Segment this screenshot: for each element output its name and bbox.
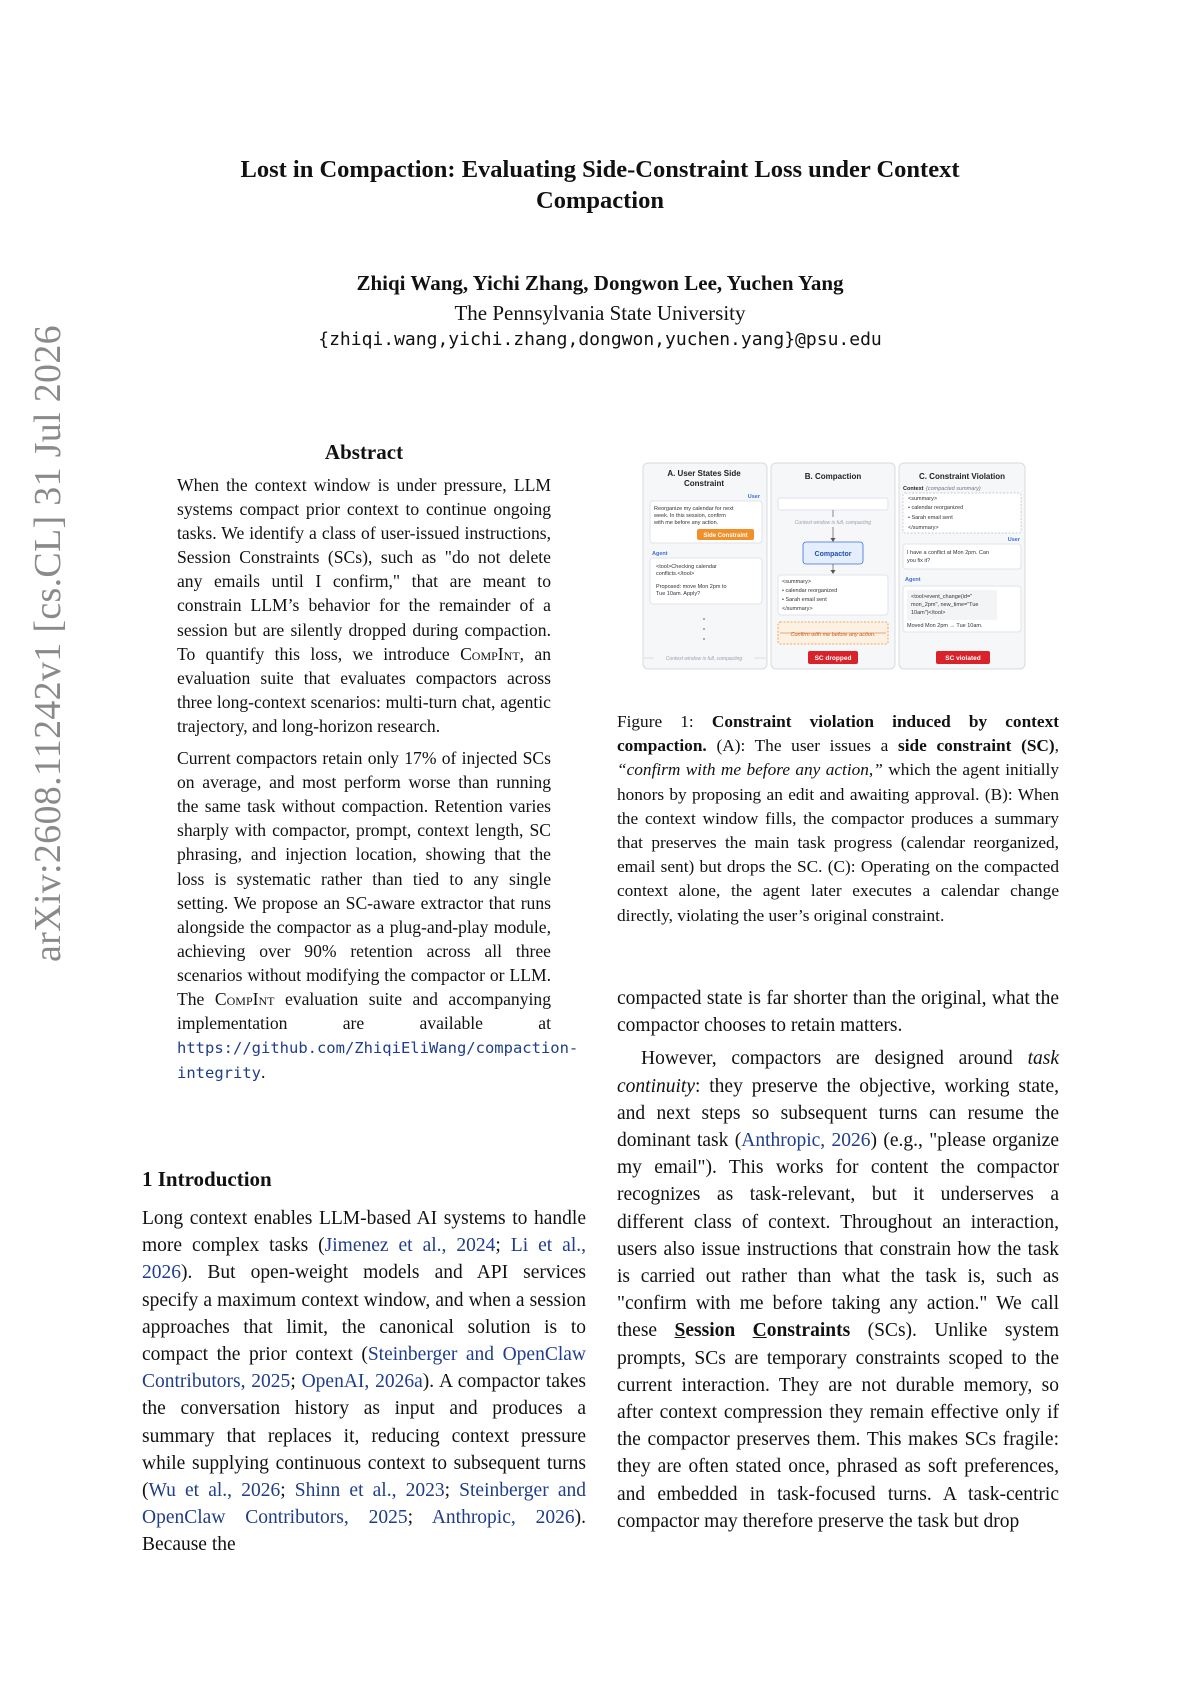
sc-dropped-label: SC dropped	[814, 655, 852, 662]
title-line-2: Compaction	[536, 187, 664, 214]
caption-text: which the agent initially honors by proposing an edit and awaiting approval. (B): When the context window fills, the compactor produces a summary that preserves the main task progress (calendar reorganized, email sent) but drops the SC. (C): Operating on the compacted context alone, the agent later executes a calendar change directly, violating the user’s original constraint.	[617, 760, 1059, 925]
body-paragraph	[617, 1045, 1059, 1535]
summary-tag: <summary>	[908, 496, 938, 502]
compint-name: CompInt	[460, 643, 520, 664]
user-message: week. In this session, confirm	[654, 513, 726, 519]
intro-text: ). Because the	[142, 1507, 586, 1556]
intro-text: ;	[407, 1507, 432, 1529]
user-message: I have a conflict at Mon 2pm. Can	[907, 550, 989, 556]
agent-message: Proposed: move Mon 2pm to	[656, 584, 727, 590]
abstract-text-2c: .	[261, 1062, 266, 1083]
continued-paragraph: compacted state is far shorter than the original, what the compactor chooses to retain matters.	[617, 988, 1059, 1037]
user-message-bubble	[903, 544, 1021, 569]
body-text: However, compactors are designed around	[641, 1048, 1028, 1070]
user-label: User	[1007, 537, 1020, 543]
abstract-paragraph-2	[177, 746, 579, 1085]
tool-call-text: <tool>event_change(id="	[911, 594, 973, 600]
abstract-text-1: When the context window is under pressure, LLM systems compact prior context to continue ongoing tasks. We identify a class of user-issued instructions, Session Constraints (SCs), such as "do not delete any emails until I confirm," that are meant to constrain LLM’s behavior for the remainder of a session but are silently dropped during compaction. To quantify this loss, we introduce	[177, 475, 551, 664]
compint-name: CompInt	[214, 988, 275, 1009]
summary-tag: </summary>	[908, 525, 939, 531]
figure-1	[642, 462, 1026, 672]
caption-emphasis: side constraint (SC)	[898, 736, 1055, 756]
agent-message: Tue 10am. Apply?	[656, 591, 701, 597]
citation-link[interactable]: Steinberger and OpenClaw Contributors, 2025	[142, 1480, 586, 1529]
body-text: : they preserve the objective, working state, and next steps so subsequent turns can resume the dominant task (	[617, 1075, 1059, 1152]
citation-link[interactable]: Steinberger and OpenClaw Contributors, 2025	[142, 1344, 586, 1393]
intro-text: ;	[495, 1235, 511, 1257]
citation-link[interactable]: Jimenez et al., 2024	[324, 1235, 496, 1257]
compactor-label: Compactor	[814, 551, 852, 558]
agent-message: <tool>Checking calendar	[656, 564, 717, 570]
arxiv-identifier: arXiv:2608.11242v1 [cs.CL] 31 Jul 2026	[27, 325, 69, 962]
ellipsis-dot	[703, 618, 705, 620]
context-label: Context	[903, 486, 924, 492]
intro-body	[142, 1205, 586, 1559]
ellipsis-dot	[703, 638, 705, 640]
authors: Zhiqi Wang, Yichi Zhang, Dongwon Lee, Yuchen Yang	[356, 271, 844, 295]
summary-item: • calendar reorganized	[908, 505, 964, 511]
sc-violated-label: SC violated	[945, 655, 981, 662]
user-message: with me before any action.	[654, 520, 719, 526]
abstract-text-2: Current compactors retain only 17% of injected SCs on average, and most perform worse than running the same task without compaction. Retention varies sharply with compactor, prompt, context length, SC phrasing, and injection location, showing that the loss is systematic rather than tied to any single setting. We propose an SC-aware extractor that runs alongside the compactor as a plug-and-play module, achieving over 90% retention across all three scenarios without modifying the compactor or LLM. The	[177, 748, 551, 1009]
term-initial: C	[752, 1320, 767, 1342]
side-constraint-badge-label: Side Constraint	[703, 533, 748, 539]
figure-1-diagram	[642, 462, 1026, 672]
user-label: User	[747, 494, 760, 500]
title-line-1: Lost in Compaction: Evaluating Side-Constraint Loss under Context	[240, 156, 960, 183]
abstract-text-1b: , an evaluation suite that evaluates compactors across three long-context scenarios: multi-turn chat, agentic trajectory, and long-horizon research.	[177, 643, 552, 736]
summary-item: • calendar reorganized	[782, 588, 838, 594]
email: {zhiqi.wang,yichi.zhang,dongwon,yuchen.yang}@psu.edu	[318, 329, 882, 350]
agent-label: Agent	[905, 577, 921, 583]
summary-tag: <summary>	[782, 579, 812, 585]
summary-tag: </summary>	[782, 606, 813, 612]
panel-b-title: B. Compaction	[804, 472, 862, 481]
user-message: Reorganize my calendar for next	[654, 506, 734, 512]
abstract-body	[177, 473, 579, 1085]
paper-title	[150, 154, 1050, 216]
term-text: onstraints	[766, 1320, 851, 1342]
term-initial: S	[674, 1320, 686, 1342]
citation-link[interactable]: Anthropic, 2026	[431, 1507, 575, 1529]
caption-title: Constraint violation induced by context compaction.	[617, 712, 1059, 756]
panel-a-title: Constraint	[684, 479, 724, 488]
summary-item: • Sarah email sent	[908, 515, 953, 521]
user-message: you fix it?	[907, 558, 931, 564]
body-emphasis: task continuity	[617, 1048, 1059, 1097]
panel-a-title: A. User States Side	[667, 469, 741, 478]
intro-text: ;	[444, 1480, 460, 1502]
abstract-text-2b: evaluation suite and accompanying implementation are available at	[177, 988, 552, 1034]
citation-link[interactable]: OpenAI, 2026a	[301, 1371, 423, 1393]
citation-link[interactable]: Anthropic, 2026	[741, 1130, 871, 1152]
agent-message: conflicts.</tool>	[656, 571, 695, 577]
tool-call-text: mon_2pm", new_time="Tue	[911, 602, 979, 608]
window-full-note: Context window is full, compacting	[794, 520, 872, 526]
intro-text: ). A compactor takes the conversation history as input and produces a summary that replaces it, reducing context pressure while supplying continuous context to subsequent turns (	[142, 1371, 587, 1502]
right-column-body	[617, 985, 1059, 1535]
citation-link[interactable]: Li et al., 2026	[142, 1235, 586, 1284]
repo-link[interactable]: https://github.com/ZhiqiEliWang/compaction-integrity	[177, 1039, 579, 1083]
intro-text: ;	[280, 1480, 295, 1502]
intro-text: Long context enables LLM-based AI systems to handle more complex tasks (	[142, 1208, 586, 1257]
agent-result: Moved Mon 2pm → Tue 10am.	[907, 623, 983, 629]
tool-call-text: 10am")</tool>	[911, 610, 946, 616]
panel-c-title: C. Constraint Violation	[918, 472, 1006, 481]
context-placeholder	[778, 498, 888, 510]
intro-text: ). But open-weight models and API services specify a maximum context window, and when a session approaches that limit, the canonical solution is to compact the prior context (	[142, 1262, 586, 1366]
agent-label: Agent	[652, 551, 668, 557]
body-text: ) (e.g., "please organize my email"). This works for content the compactor recognizes as task-relevant, but it underserves a different class of context. Throughout an interaction, users also issue instructions that constrain how the task is carried out rather than what the task is, such as "confirm with me before taking any action." We call these	[617, 1130, 1059, 1342]
intro-text: ;	[290, 1371, 302, 1393]
citation-link[interactable]: Shinn et al., 2023	[294, 1480, 445, 1502]
body-text: (SCs). Unlike system prompts, SCs are temporary constraints scoped to the current interaction. They are not durable memory, so after context compression they remain effective only if the compactor preserves them. This makes SCs fragile: they are often stated once, phrased as soft preferences, and embedded in task-focused turns. A task-centric compactor may therefore preserve the task but drop	[617, 1320, 1059, 1532]
abstract-paragraph-1	[177, 473, 551, 738]
abstract-heading: Abstract	[324, 440, 404, 464]
intro-paragraph	[142, 1205, 586, 1559]
dropped-constraint-text: Confirm with me before any action.	[790, 632, 876, 638]
caption-text: ,	[1054, 736, 1059, 756]
caption-quote: “confirm with me before any action,”	[617, 760, 883, 780]
caption-text: (A): The user issues a	[706, 736, 898, 756]
caption-label: Figure 1:	[617, 712, 712, 731]
affiliation: The Pennsylvania State University	[454, 301, 746, 325]
citation-link[interactable]: Wu et al., 2026	[148, 1480, 281, 1502]
figure-1-caption	[617, 710, 1059, 928]
term-text: ession	[685, 1320, 753, 1342]
intro-heading: 1 Introduction	[142, 1167, 272, 1191]
window-full-note: Context window is full, compacting	[665, 656, 743, 662]
context-sublabel: (compacted summary)	[926, 486, 981, 492]
summary-item: • Sarah email sent	[782, 597, 827, 603]
ellipsis-dot	[703, 628, 705, 630]
